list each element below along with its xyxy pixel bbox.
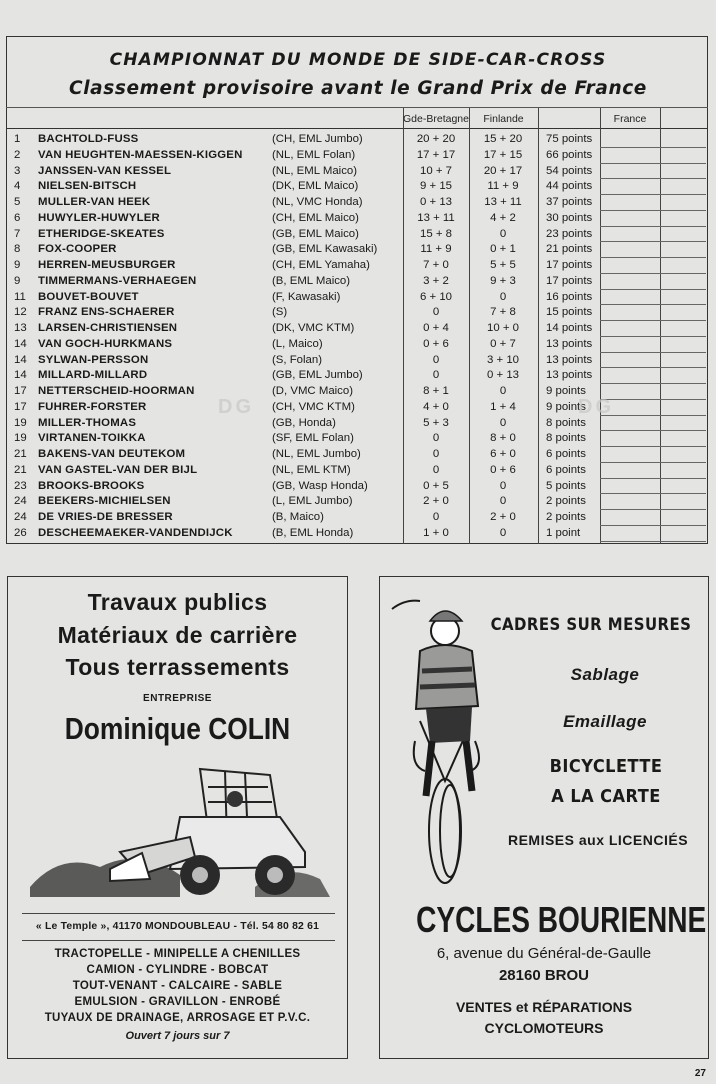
grid-line (600, 178, 706, 179)
shop-name: CYCLES BOURIENNE (416, 899, 707, 940)
table-row (0, 211, 600, 227)
grid-line (600, 541, 706, 542)
grid-line (600, 194, 706, 195)
cell-fi: 17 + 15 (483, 148, 523, 161)
cell-points: 8 points (546, 416, 586, 429)
table-row (0, 227, 600, 243)
page-subtitle: Classement provisoire avant le Grand Prix de France (69, 78, 647, 99)
cell-points: 54 points (546, 164, 593, 177)
table-row (0, 305, 600, 321)
table-row (0, 479, 600, 495)
cell-name: NETTERSCHEID-HOORMAN (38, 385, 195, 397)
grid-line (600, 147, 706, 148)
cell-rank: 19 (14, 432, 27, 445)
table-row (0, 353, 600, 369)
cell-gb: 0 (432, 432, 440, 445)
cell-gb: 15 + 8 (420, 227, 452, 240)
page-number: 27 (694, 1068, 706, 1079)
cell-points: 9 points (546, 400, 586, 413)
cell-name: TIMMERMANS-VERHAEGEN (38, 274, 197, 287)
table-row (0, 431, 600, 447)
cell-team: (L, Maico) (272, 337, 323, 350)
cell-rank: 14 (14, 337, 27, 350)
cell-name: BEEKERS-MICHIELSEN (38, 495, 171, 508)
cell-rank: 14 (14, 353, 27, 366)
cell-fi: 0 + 7 (490, 337, 516, 350)
cell-points: 66 points (546, 148, 593, 161)
cell-rank: 14 (14, 369, 27, 382)
ad-line-2: Matériaux de carrière (57, 622, 298, 648)
col-header-fi: Finlande (483, 113, 524, 125)
cell-team: (B, Maico) (272, 511, 324, 523)
table-row (0, 368, 600, 384)
cell-gb: 9 + 15 (420, 180, 452, 193)
cell-points: 21 points (546, 243, 593, 256)
cell-name: NIELSEN-BITSCH (38, 180, 137, 193)
cell-points: 6 points (546, 463, 586, 476)
cell-rank: 17 (14, 385, 27, 397)
grid-line (600, 163, 706, 164)
divider (22, 913, 335, 914)
divider (22, 940, 335, 941)
cell-team: (S) (272, 306, 288, 319)
cell-name: BOUVET-BOUVET (38, 290, 139, 303)
cell-gb: 2 + 0 (423, 495, 449, 508)
cell-team: (CH, EML Yamaha) (272, 259, 370, 271)
cell-points: 2 points (546, 495, 586, 508)
grid-line (600, 304, 706, 305)
cell-rank: 9 (14, 259, 21, 271)
cyclist-illustration (390, 591, 500, 891)
table-row (0, 337, 600, 353)
table-row (0, 195, 600, 211)
table-row (0, 447, 600, 463)
cell-fi: 0 + 6 (490, 463, 516, 476)
table-row (0, 384, 600, 400)
header-divider (6, 128, 708, 129)
grid-line (600, 493, 706, 494)
cell-team: (GB, Honda) (272, 416, 336, 429)
cell-team: (DK, VMC KTM) (272, 322, 355, 334)
cell-name: BACHTOLD-FUSS (38, 133, 139, 145)
cell-points: 13 points (546, 353, 593, 366)
grid-line (600, 320, 706, 321)
cell-rank: 23 (14, 479, 27, 492)
cell-points: 6 points (546, 448, 586, 460)
cell-rank: 2 (14, 148, 21, 161)
grid-line (600, 478, 706, 479)
cell-fi: 11 + 9 (487, 180, 519, 193)
cell-fi: 13 + 11 (484, 196, 522, 208)
cell-rank: 21 (14, 463, 27, 476)
col-divider (660, 108, 661, 544)
ad-remises: REMISES aux LICENCIÉS (507, 832, 689, 848)
table-row (0, 494, 600, 510)
table-row (0, 132, 600, 148)
service-line: TUYAUX DE DRAINAGE, ARROSAGE ET P.V.C. (44, 1012, 311, 1024)
cell-points: 13 points (546, 337, 593, 350)
grid-line (600, 257, 706, 258)
cell-gb: 0 (432, 511, 440, 523)
table-row (0, 258, 600, 274)
page-title: CHAMPIONNAT DU MONDE DE SIDE-CAR-CROSS (109, 50, 607, 70)
cell-name: BAKENS-VAN DEUTEKOM (38, 448, 186, 460)
cell-team: (NL, EML Folan) (272, 148, 356, 161)
grid-line (600, 289, 706, 290)
cell-team: (B, EML Honda) (272, 526, 354, 539)
cell-rank: 3 (14, 164, 21, 177)
cell-gb: 0 (432, 306, 440, 319)
skid-steer-loader-illustration (30, 757, 330, 899)
cell-gb: 0 (432, 448, 440, 460)
ad-bicyclette: BICYCLETTE (549, 756, 663, 777)
ad-bourienne (379, 576, 709, 1059)
cell-points: 17 points (546, 274, 593, 287)
cell-team: (CH, EML Maico) (272, 211, 359, 224)
cell-name: ETHERIDGE-SKEATES (38, 227, 165, 240)
cell-name: MULLER-VAN HEEK (38, 196, 151, 208)
cell-points: 44 points (546, 180, 593, 193)
ad-address: « Le Temple », 41170 MONDOUBLEAU - Tél. 54 80 82 61 (35, 921, 320, 932)
cell-fi: 20 + 17 (483, 164, 523, 177)
cell-fi: 0 + 13 (487, 369, 519, 382)
cell-points: 75 points (546, 133, 593, 145)
cell-name: FRANZ ENS-SCHAERER (38, 306, 175, 319)
cell-team: (B, EML Maico) (272, 274, 351, 287)
ad-a-la-carte: A LA CARTE (551, 786, 661, 807)
col-divider (600, 108, 601, 544)
cell-team: (NL, EML Jumbo) (272, 448, 361, 460)
cell-points: 8 points (546, 432, 586, 445)
cell-name: MILLER-THOMAS (38, 416, 137, 429)
ad-cyclomoteurs: CYCLOMOTEURS (484, 1020, 604, 1036)
cell-name: VAN GASTEL-VAN DER BIJL (38, 463, 198, 476)
cell-gb: 7 + 0 (423, 259, 449, 271)
grid-line (600, 462, 706, 463)
col-header-fr: France (613, 113, 647, 125)
cell-name: SYLWAN-PERSSON (38, 353, 149, 366)
grid-line (600, 241, 706, 242)
cell-gb: 5 + 3 (423, 416, 449, 429)
service-line: CAMION - CYLINDRE - BOBCAT (86, 964, 269, 976)
cell-fi: 0 (499, 526, 507, 539)
cell-rank: 9 (14, 274, 21, 287)
cell-fi: 1 + 4 (490, 400, 516, 413)
cell-gb: 11 + 9 (420, 243, 452, 256)
cell-points: 9 points (546, 385, 586, 397)
cell-team: (SF, EML Folan) (272, 432, 354, 445)
ad-sablage: Sablage (570, 665, 640, 684)
cell-gb: 17 + 17 (416, 148, 456, 161)
cell-rank: 11 (14, 290, 26, 303)
table-row (0, 321, 600, 337)
cell-fi: 10 + 0 (487, 322, 519, 334)
grid-line (600, 226, 706, 227)
title-divider (6, 107, 708, 108)
grid-line (600, 415, 706, 416)
cell-team: (NL, VMC Honda) (272, 196, 363, 208)
cell-gb: 0 (432, 353, 440, 366)
cell-rank: 5 (14, 196, 21, 208)
table-row (0, 416, 600, 432)
watermark: DG (218, 396, 254, 418)
cell-team: (NL, EML Maico) (272, 164, 358, 177)
grid-line (600, 430, 706, 431)
ad-line-1: Travaux publics (87, 589, 268, 615)
cell-name: MILLARD-MILLARD (38, 369, 148, 382)
cell-name: FUHRER-FORSTER (38, 400, 147, 413)
cell-fi: 0 (499, 290, 507, 303)
cell-points: 16 points (546, 290, 593, 303)
grid-line (600, 383, 706, 384)
grid-line (600, 367, 706, 368)
grid-line (600, 525, 706, 526)
cell-fi: 0 (499, 227, 507, 240)
cell-rank: 26 (14, 526, 27, 539)
cell-fi: 15 + 20 (483, 133, 523, 145)
cell-points: 2 points (546, 511, 586, 523)
table-row (0, 526, 600, 542)
ad-colin (7, 576, 348, 1059)
cell-gb: 0 + 4 (423, 322, 449, 334)
service-line: TOUT-VENANT - CALCAIRE - SABLE (72, 980, 283, 992)
table-row (0, 242, 600, 258)
cell-name: DESCHEEMAEKER-VANDENDIJCK (38, 526, 233, 539)
shop-address: 6, avenue du Général-de-Gaulle (436, 945, 652, 962)
ad-cadres: CADRES SUR MESURES (490, 615, 692, 635)
cell-gb: 0 (432, 463, 440, 476)
cell-fi: 0 + 1 (490, 243, 516, 256)
cell-gb: 0 + 5 (423, 479, 449, 492)
cell-rank: 12 (14, 306, 27, 319)
cell-points: 5 points (546, 479, 586, 492)
table-row (0, 400, 600, 416)
cell-gb: 3 + 2 (423, 274, 449, 287)
cell-name: DE VRIES-DE BRESSER (38, 511, 173, 523)
cell-team: (CH, VMC KTM) (272, 400, 355, 413)
cell-name: VIRTANEN-TOIKKA (38, 432, 146, 445)
cell-team: (DK, EML Maico) (272, 180, 359, 193)
cell-fi: 3 + 10 (487, 353, 519, 366)
cell-rank: 4 (14, 180, 21, 193)
cell-rank: 19 (14, 416, 27, 429)
cell-points: 15 points (546, 306, 593, 319)
grid-line (600, 336, 706, 337)
cell-fi: 9 + 3 (490, 274, 516, 287)
watermark: DG (578, 396, 614, 418)
table-row (0, 164, 600, 180)
cell-fi: 2 + 0 (490, 511, 516, 523)
cell-points: 14 points (546, 322, 593, 334)
table-row (0, 274, 600, 290)
cell-points: 13 points (546, 369, 593, 382)
cell-name: FOX-COOPER (38, 243, 117, 256)
cell-rank: 8 (14, 243, 21, 256)
cell-team: (D, VMC Maico) (272, 385, 354, 397)
cell-gb: 6 + 10 (420, 290, 452, 303)
cell-fi: 0 (499, 495, 507, 508)
cell-name: VAN GOCH-HURKMANS (38, 337, 173, 350)
shop-city: 28160 BROU (498, 967, 590, 984)
table-row (0, 179, 600, 195)
cell-name: HUWYLER-HUWYLER (38, 211, 160, 224)
cell-fi: 4 + 2 (490, 211, 516, 224)
cell-fi: 0 (499, 416, 507, 429)
cell-points: 30 points (546, 211, 593, 224)
cell-team: (L, EML Jumbo) (272, 495, 353, 508)
cell-name: BROOKS-BROOKS (38, 479, 145, 492)
cell-team: (GB, EML Jumbo) (272, 369, 363, 382)
ad-emaillage: Emaillage (563, 712, 647, 731)
cell-fi: 6 + 0 (490, 448, 516, 460)
cell-team: (S, Folan) (272, 353, 323, 366)
table-row (0, 463, 600, 479)
cell-rank: 24 (14, 495, 27, 508)
grid-line (600, 210, 706, 211)
grid-line (600, 509, 706, 510)
cell-rank: 6 (14, 211, 21, 224)
cell-rank: 21 (14, 448, 27, 460)
cell-points: 37 points (546, 196, 593, 208)
service-line: TRACTOPELLE - MINIPELLE A CHENILLES (54, 948, 301, 960)
company-name: Dominique COLIN (64, 711, 291, 746)
cell-rank: 7 (14, 227, 21, 240)
cell-fi: 5 + 5 (490, 259, 516, 271)
cell-fi: 0 (499, 385, 507, 397)
cell-name: VAN HEUGHTEN-MAESSEN-KIGGEN (38, 148, 243, 161)
cell-gb: 0 + 6 (423, 337, 449, 350)
cell-points: 1 point (546, 526, 581, 539)
cell-points: 23 points (546, 227, 593, 240)
cell-rank: 13 (14, 322, 27, 334)
cell-gb: 1 + 0 (423, 526, 449, 539)
cell-team: (CH, EML Jumbo) (272, 133, 363, 145)
cell-gb: 0 (432, 369, 440, 382)
cell-rank: 24 (14, 511, 27, 523)
cell-name: JANSSEN-VAN KESSEL (38, 164, 172, 177)
cell-gb: 8 + 1 (423, 385, 449, 397)
ad-ventes: VENTES et RÉPARATIONS (455, 999, 633, 1015)
cell-gb: 10 + 7 (420, 164, 452, 177)
cell-team: (F, Kawasaki) (272, 290, 341, 303)
cell-rank: 17 (14, 400, 27, 413)
cell-fi: 7 + 8 (490, 306, 516, 319)
cell-gb: 4 + 0 (423, 400, 449, 413)
grid-line (600, 446, 706, 447)
cell-team: (GB, EML Kawasaki) (272, 243, 378, 256)
cell-points: 17 points (546, 259, 593, 271)
grid-line (600, 352, 706, 353)
cell-gb: 20 + 20 (416, 133, 456, 145)
cell-gb: 13 + 11 (417, 211, 455, 224)
table-row (0, 148, 600, 164)
cell-name: HERREN-MEUSBURGER (38, 259, 176, 271)
cell-rank: 1 (14, 133, 21, 145)
cell-team: (GB, EML Maico) (272, 227, 359, 240)
cell-name: LARSEN-CHRISTIENSEN (38, 322, 178, 334)
cell-team: (GB, Wasp Honda) (272, 479, 368, 492)
service-line: EMULSION - GRAVILLON - ENROBÉ (74, 996, 281, 1008)
grid-line (600, 399, 706, 400)
table-row (0, 290, 600, 306)
cell-gb: 0 + 13 (420, 196, 452, 208)
grid-line (600, 273, 706, 274)
table-row (0, 510, 600, 526)
ad-line-3: Tous terrassements (65, 654, 290, 680)
ad-entreprise: ENTREPRISE (143, 693, 212, 704)
cell-team: (NL, EML KTM) (272, 463, 351, 476)
opening-hours: Ouvert 7 jours sur 7 (125, 1030, 230, 1042)
cell-fi: 0 (499, 479, 507, 492)
cell-fi: 8 + 0 (490, 432, 516, 445)
col-header-gb: Gde-Bretagne (403, 113, 469, 125)
